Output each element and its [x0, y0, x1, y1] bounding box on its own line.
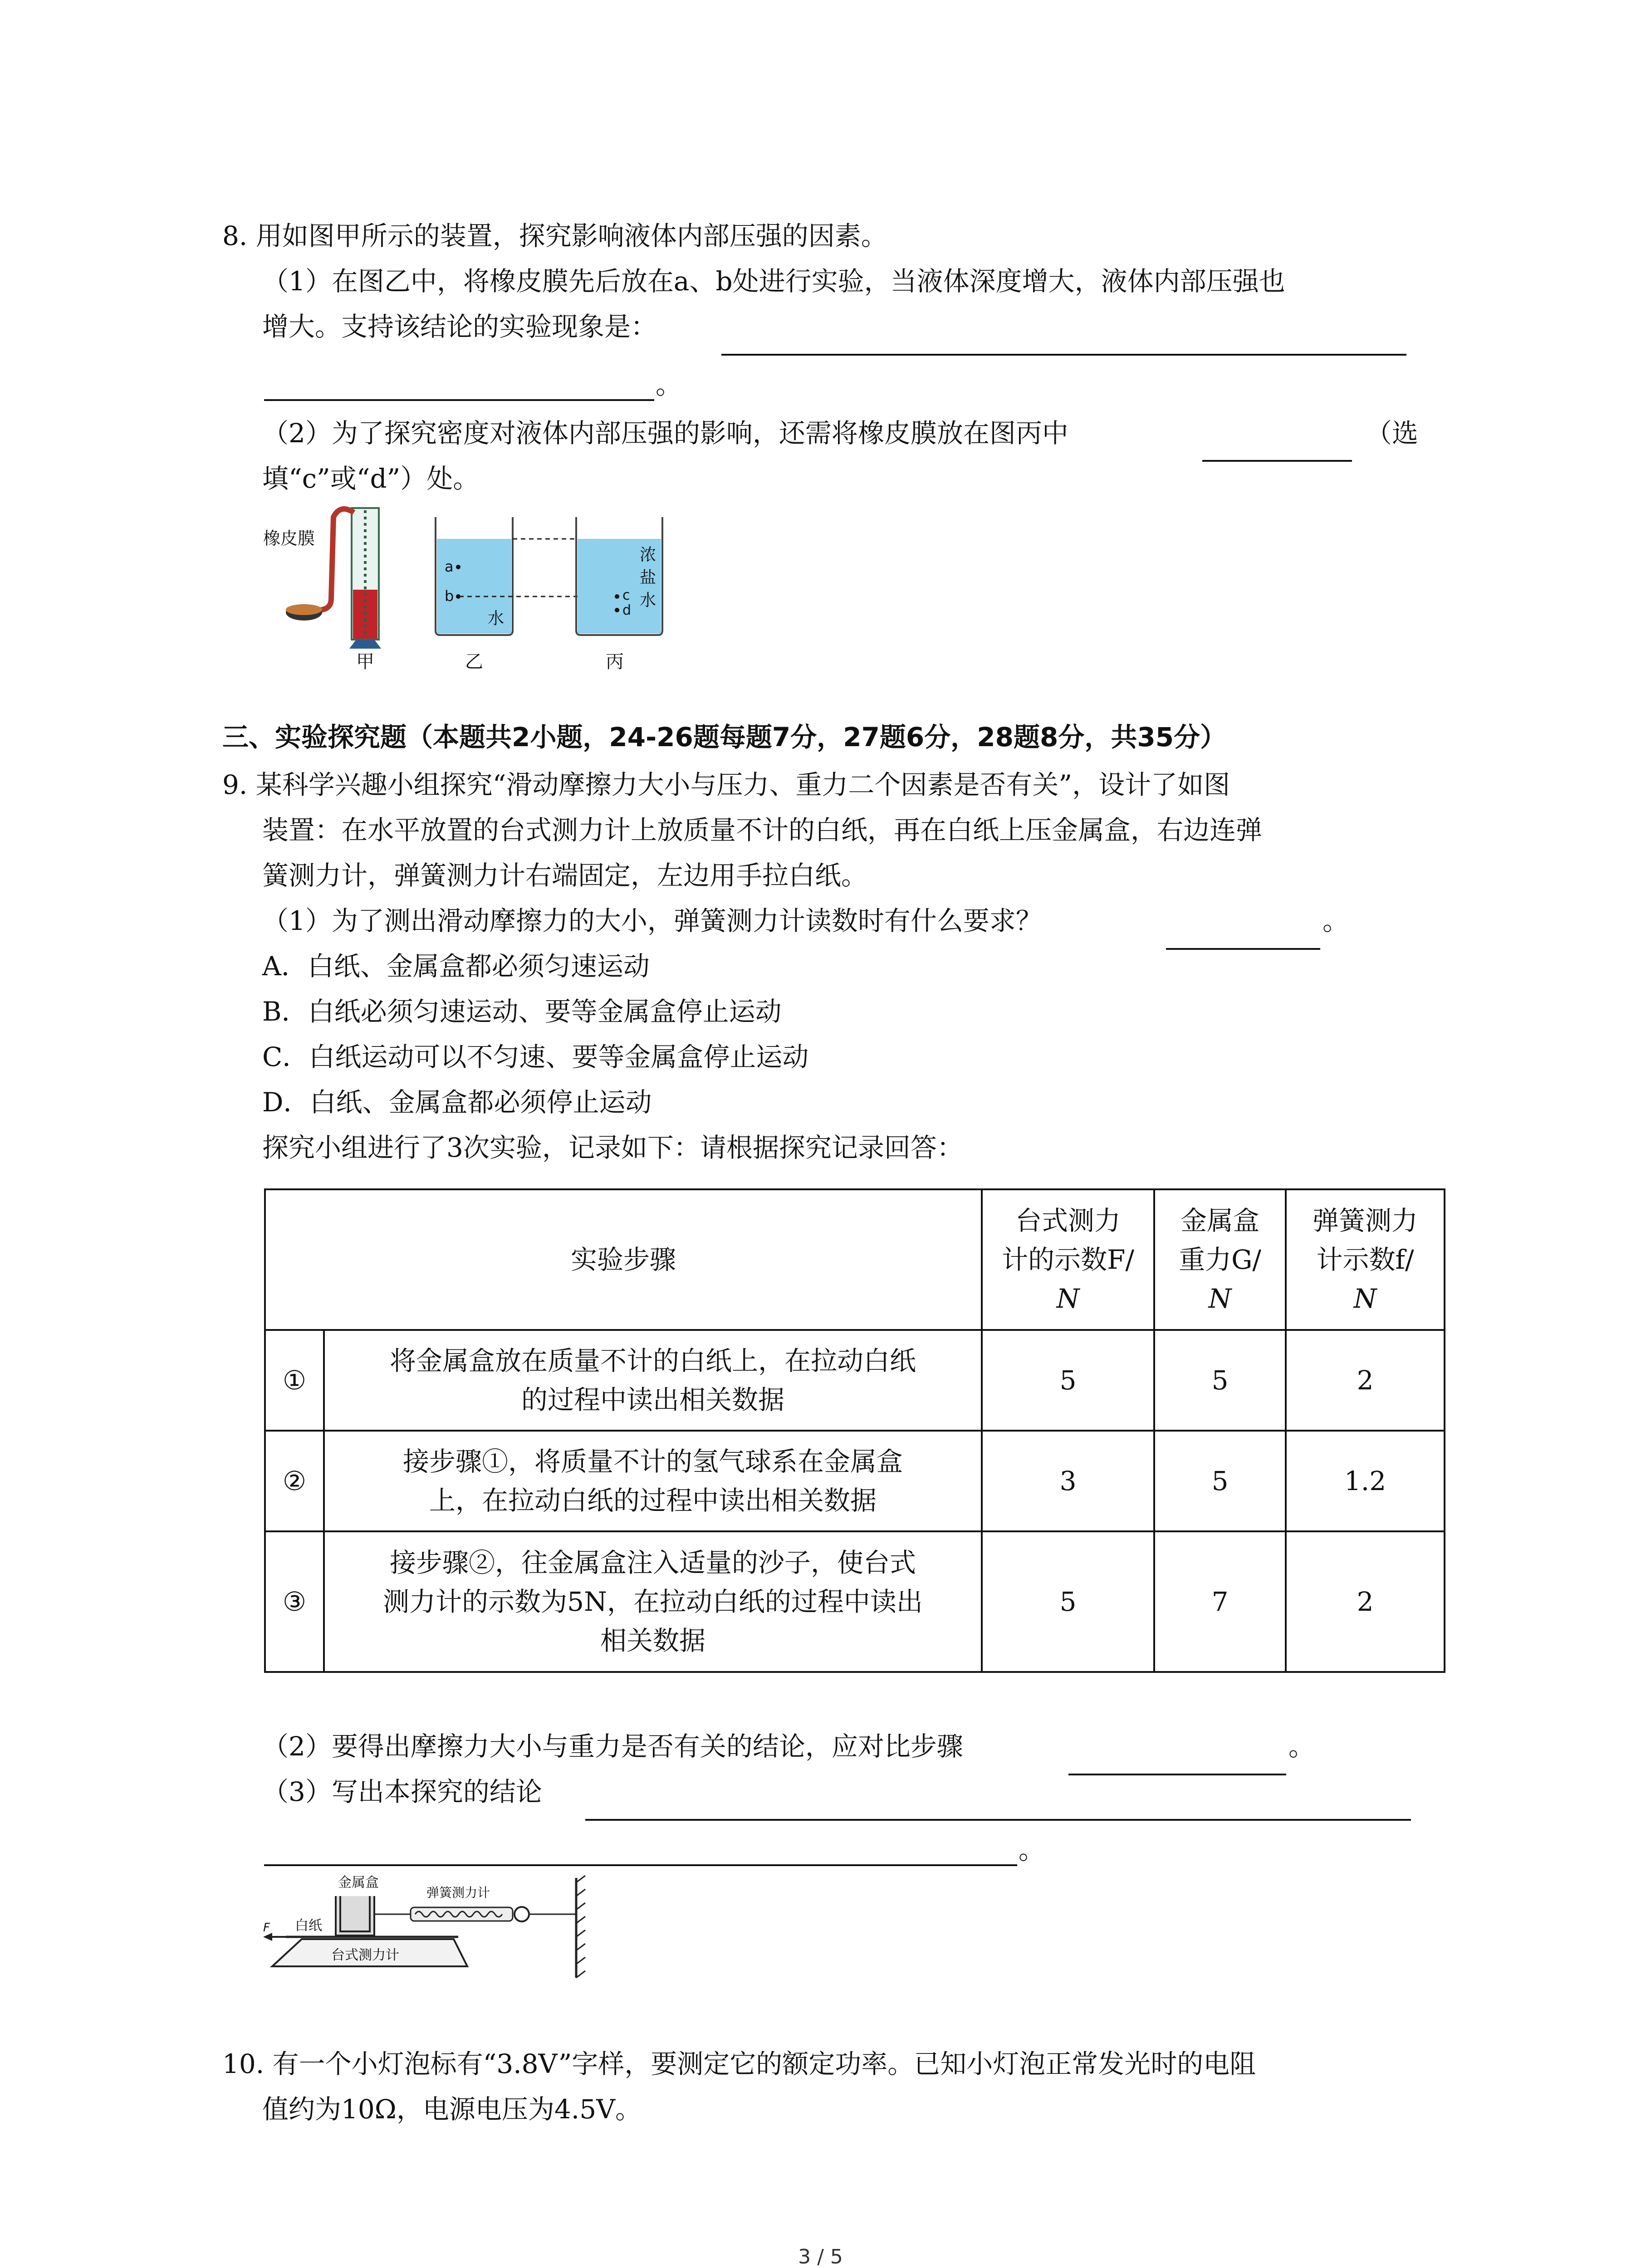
row-step — [324, 1531, 982, 1672]
spring-scale-body — [411, 1907, 513, 1921]
point-c-dot — [615, 594, 619, 599]
table-row — [265, 1330, 1445, 1431]
q9-part2-end: 。 — [1288, 1731, 1315, 1762]
q9-option-d[interactable]: D．白纸、金属盒都必须停止运动 — [262, 1087, 652, 1118]
q8-part1-line1: （1）在图乙中，将橡皮膜先后放在a、b处进行实验，当液体深度增大，液体内部压强也 — [262, 266, 1285, 297]
row-G: 5 — [1154, 1431, 1286, 1531]
row-f: 1.2 — [1286, 1431, 1445, 1531]
point-d: d — [622, 602, 632, 618]
scale-label: 台式测力计 — [331, 1947, 399, 1963]
q9-answer-blank-3b[interactable] — [264, 1835, 1017, 1866]
header-scale-reading — [982, 1189, 1154, 1330]
q9-table-intro: 探究小组进行了3次实验，记录如下：请根据探究记录回答： — [262, 1132, 963, 1163]
row-number: ② — [265, 1431, 324, 1531]
table-row — [265, 1531, 1445, 1672]
point-b: b — [445, 587, 454, 605]
header-s-line1: 弹簧测力 — [1313, 1205, 1418, 1236]
row-step-line1: 接步骤②，往金属盒注入适量的沙子，使台式 — [390, 1547, 916, 1578]
q9-option-c[interactable]: C．白纸运动可以不匀速、要等金属盒停止运动 — [262, 1041, 809, 1072]
caption-yi: 乙 — [465, 651, 483, 671]
q10-line2: 值约为10Ω，电源电压为4.5V。 — [262, 2094, 642, 2125]
point-a-dot — [456, 565, 460, 569]
q9-stem-line2: 装置：在水平放置的台式测力计上放质量不计的白纸，再在白纸上压金属盒，右边连弹 — [262, 815, 1263, 846]
q9-option-b[interactable]: B．白纸必须匀速运动、要等金属盒停止运动 — [262, 996, 782, 1027]
q9-answer-blank-2[interactable] — [1068, 1745, 1286, 1775]
point-c: c — [622, 587, 630, 603]
q8-part1-line2 — [262, 308, 657, 345]
spring-scale-ring — [514, 1907, 529, 1921]
q9-part1: （1）为了测出滑动摩擦力的大小，弹簧测力计读数时有什么要求？ — [262, 905, 1042, 936]
row-number: ③ — [265, 1531, 324, 1672]
section3-heading: 三、实验探究题（本题共2小题，24-26题每题7分，27题6分，28题8分，共35分） — [222, 722, 1227, 753]
brine-label-3: 水 — [640, 591, 656, 610]
row-G: 5 — [1154, 1330, 1286, 1431]
header-spring-reading — [1286, 1189, 1445, 1330]
page-number: 3 / 5 — [798, 2245, 843, 2268]
q9-stem-line1: 9. 某科学兴趣小组探究“滑动摩擦力大小与压力、重力二个因素是否有关”，设计了如图 — [222, 769, 1230, 800]
header-g-line3: N — [1208, 1283, 1232, 1314]
header-f-line2: 计的示数F/ — [1002, 1244, 1134, 1275]
q9-answer-blank-1[interactable] — [1166, 919, 1320, 950]
q8-stem: 8. 用如图甲所示的装置，探究影响液体内部压强的因素。 — [222, 220, 887, 251]
header-s-line3: N — [1353, 1283, 1377, 1314]
q8-part1-text: 增大。支持该结论的实验现象是： — [262, 311, 657, 342]
paper-label: 白纸 — [295, 1918, 322, 1934]
caption-bing: 丙 — [606, 651, 624, 671]
q10-line1: 10. 有一个小灯泡标有“3.8V”字样，要测定它的额定功率。已知小灯泡正常发光时的电阻 — [222, 2048, 1256, 2079]
header-g-line2: 重力G/ — [1179, 1244, 1261, 1275]
q9-figure — [259, 1869, 612, 1996]
table-header-row — [265, 1189, 1445, 1330]
row-f: 2 — [1286, 1330, 1445, 1431]
box-label: 金属盒 — [338, 1875, 379, 1891]
caption-jia: 甲 — [356, 651, 374, 671]
spring-scale-label: 弹簧测力计 — [426, 1885, 490, 1900]
q9-answer-blank-3[interactable] — [585, 1790, 1411, 1821]
water-label: 水 — [488, 609, 505, 628]
row-F: 3 — [982, 1431, 1154, 1531]
row-step — [324, 1330, 982, 1431]
row-f: 2 — [1286, 1531, 1445, 1672]
header-step: 实验步骤 — [265, 1189, 982, 1330]
q9-part3-end: 。 — [1019, 1834, 1045, 1865]
brine-label-1: 浓 — [640, 546, 656, 564]
header-f-line1: 台式测力 — [1015, 1205, 1121, 1236]
row-step-line2: 上，在拉动白纸的过程中读出相关数据 — [429, 1485, 877, 1516]
q9-part2: （2）要得出摩擦力大小与重力是否有关的结论，应对比步骤 — [262, 1731, 963, 1762]
row-step — [324, 1431, 982, 1531]
q8-answer-blank-1b[interactable] — [264, 370, 654, 401]
q8-part2-line2: 填“c”或“d”）处。 — [262, 463, 480, 494]
q9-stem-line3: 簧测力计，弹簧测力计右端固定，左边用手拉白纸。 — [262, 860, 868, 891]
header-box-weight — [1154, 1189, 1286, 1330]
metal-box — [336, 1896, 374, 1936]
row-F: 5 — [982, 1531, 1154, 1672]
q8-part2-line1a: （2）为了探究密度对液体内部压强的影响，还需将橡皮膜放在图丙中 — [262, 418, 1068, 449]
point-d-dot — [615, 608, 619, 612]
row-G: 7 — [1154, 1531, 1286, 1672]
row-F: 5 — [982, 1330, 1154, 1431]
q8-part1-end: 。 — [656, 369, 682, 400]
membrane-label: 橡皮膜 — [263, 528, 315, 548]
point-a: a — [445, 558, 454, 575]
q9-part1-end: 。 — [1323, 905, 1349, 936]
row-number: ① — [265, 1330, 324, 1431]
row-step-line2: 的过程中读出相关数据 — [521, 1384, 785, 1415]
header-s-line2: 计示数f/ — [1316, 1244, 1414, 1275]
q8-answer-blank-1[interactable] — [721, 325, 1406, 356]
fixed-wall — [576, 1876, 585, 1978]
q9-part3: （3）写出本探究的结论 — [262, 1776, 542, 1807]
force-label: F — [263, 1921, 270, 1935]
q8-answer-blank-2[interactable] — [1202, 431, 1352, 462]
row-step-line1: 接步骤①，将质量不计的氢气球系在金属盒 — [403, 1446, 903, 1477]
q9-option-a[interactable]: A．白纸、金属盒都必须匀速运动 — [262, 951, 650, 982]
q8-part2-line1b: （选 — [1366, 418, 1419, 449]
brine-label-2: 盐 — [640, 568, 656, 587]
row-step-line3: 相关数据 — [600, 1625, 706, 1656]
table-row — [265, 1431, 1445, 1531]
row-step-line1: 将金属盒放在质量不计的白纸上，在拉动白纸 — [390, 1345, 916, 1376]
experiment-table — [264, 1188, 1445, 1673]
header-f-line3: N — [1056, 1283, 1080, 1314]
row-step-line2: 测力计的示数为5N，在拉动白纸的过程中读出 — [383, 1586, 923, 1617]
q8-figure — [263, 499, 717, 671]
header-g-line1: 金属盒 — [1181, 1205, 1260, 1236]
